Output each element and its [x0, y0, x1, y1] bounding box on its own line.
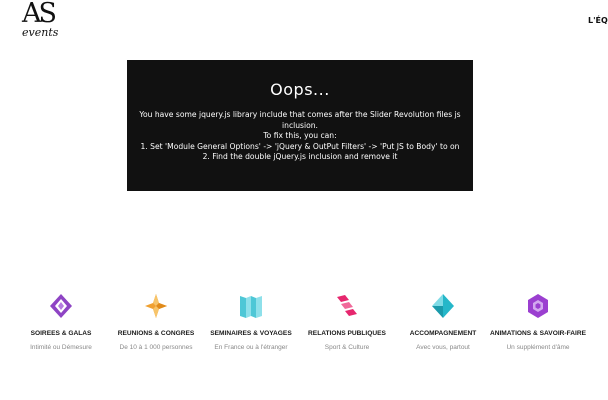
service-accompagnement[interactable]: [393, 293, 493, 363]
diamond-frame-icon: [49, 293, 73, 319]
service-subtitle: Avec vous, partout: [416, 344, 470, 351]
error-line: 1. Set 'Module General Options' -> 'jQuery & OutPut Filters' -> 'Put JS to Body' to on: [140, 141, 460, 151]
error-line: 2. Find the double jQuery.js inclusion and remove it: [202, 152, 398, 162]
service-subtitle: Un supplément d'âme: [506, 344, 570, 351]
service-title: ACCOMPAGNEMENT: [409, 330, 477, 337]
service-subtitle: Sport & Culture: [324, 344, 370, 351]
service-subtitle: De 10 à 1 000 personnes: [119, 344, 193, 351]
logo-mark: AS: [22, 0, 54, 29]
services-row: [11, 293, 589, 363]
service-reunions-congres[interactable]: [106, 293, 206, 363]
service-title: SEMINAIRES & VOYAGES: [210, 330, 292, 337]
error-message: [135, 110, 465, 163]
compass-star-icon: [144, 293, 168, 319]
nav-item-equipe[interactable]: L'ÉQ: [588, 16, 608, 25]
service-seminaires-voyages[interactable]: [201, 293, 301, 363]
service-subtitle: Intimité ou Démesure: [30, 344, 92, 351]
service-relations-publiques[interactable]: [297, 293, 397, 363]
error-line: inclusion.: [282, 120, 318, 130]
slider-error-box: [127, 60, 473, 191]
site-header: [0, 0, 608, 50]
service-subtitle: En France ou à l'étranger: [214, 344, 288, 351]
service-soirees-galas[interactable]: [11, 293, 111, 363]
error-line: You have some jquery.js library include that comes after the Slider Revolution files js: [139, 110, 461, 119]
service-title: SOIREES & GALAS: [30, 330, 92, 337]
site-logo[interactable]: [20, 0, 60, 41]
ribbon-icon: [335, 293, 359, 319]
service-title: REUNIONS & CONGRES: [117, 330, 195, 337]
hexagon-icon: [526, 293, 550, 319]
service-title: RELATIONS PUBLIQUES: [308, 330, 386, 337]
folded-map-icon: [239, 293, 263, 319]
prism-icon: [431, 293, 455, 319]
error-title: Oops...: [270, 80, 330, 99]
logo-subtitle: events: [22, 26, 59, 39]
error-line: To fix this, you can:: [263, 131, 337, 141]
service-animations-savoir-faire[interactable]: [488, 293, 588, 363]
service-title: ANIMATIONS & SAVOIR-FAIRE: [489, 330, 587, 337]
